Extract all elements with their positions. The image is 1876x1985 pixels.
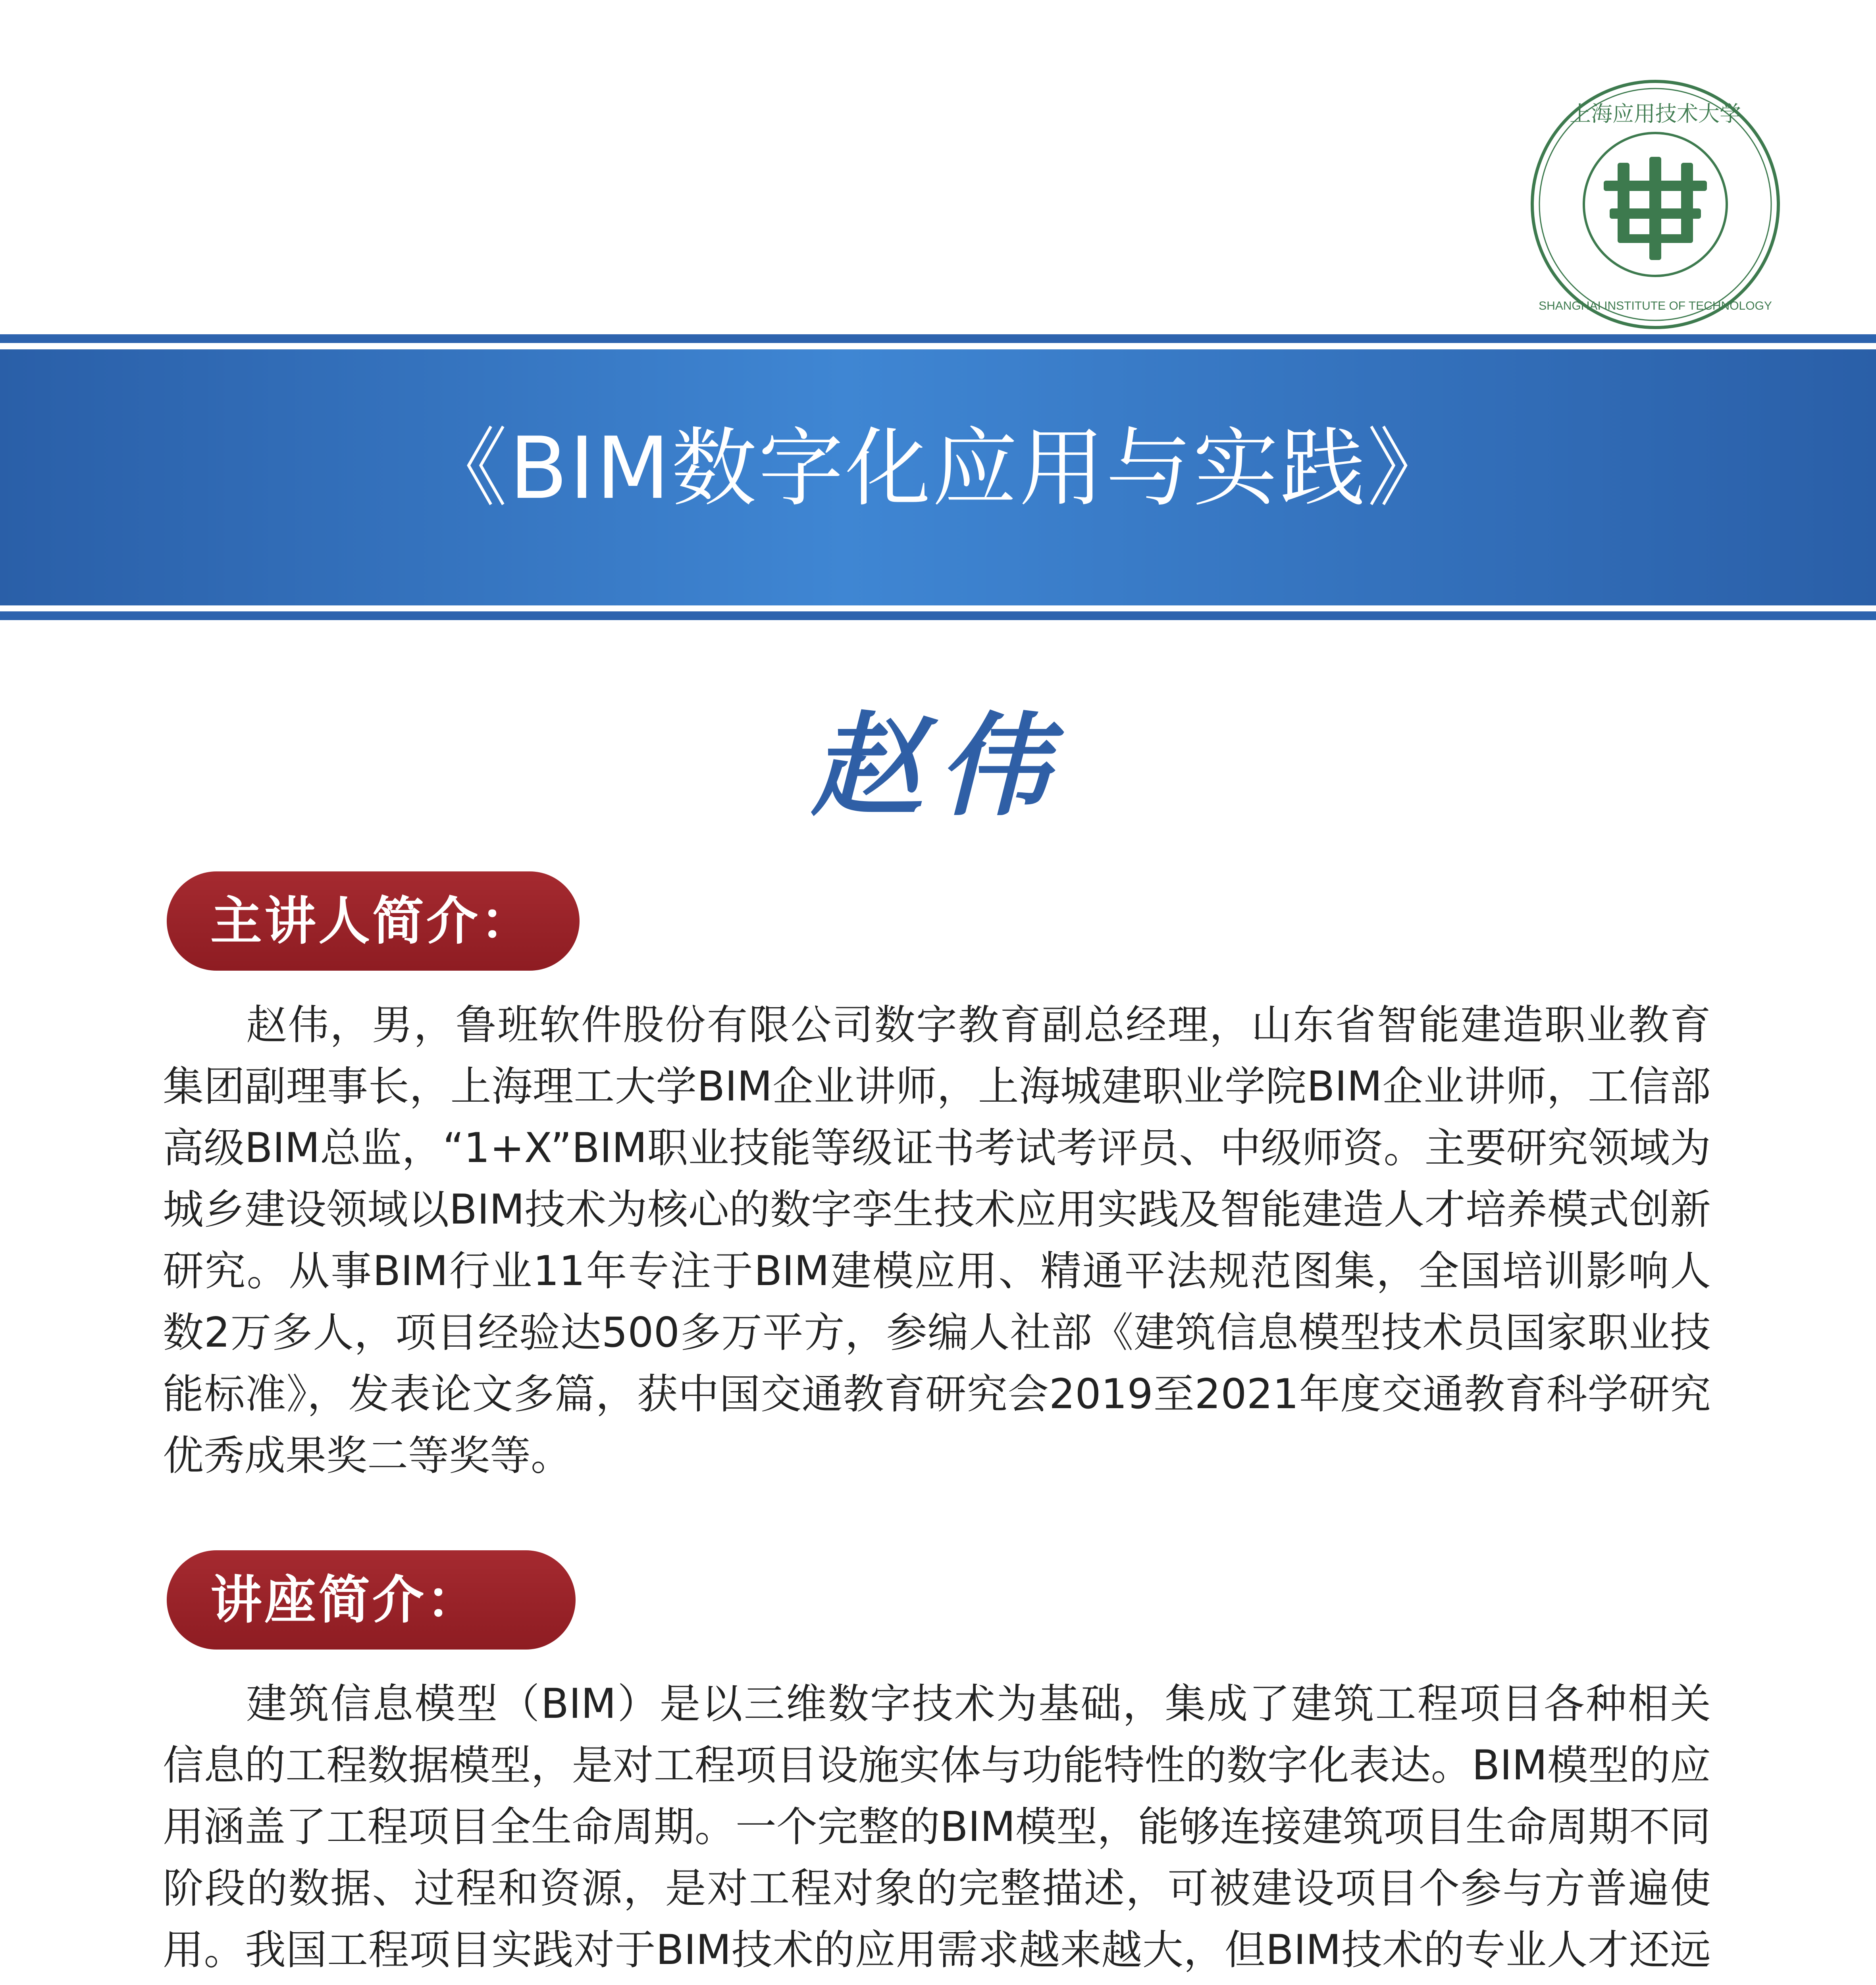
logo-chinese-text: 上海应用技术大学 <box>1570 101 1741 126</box>
lecture-description <box>163 1673 1711 1985</box>
lecture-title: 《BIM数字化应用与实践》 <box>422 418 1454 518</box>
speaker-intro-label: 主讲人简介： <box>167 871 580 971</box>
title-banner-underline <box>0 611 1876 620</box>
top-divider-line <box>0 334 1876 343</box>
speaker-bio-paragraph: 赵伟，男，鲁班软件股份有限公司数字教育副总经理，山东省智能建造职业教育集团副理事长，上海理工大学BIM企业讲师，上海城建职业学院BIM企业讲师，工信部高级BIM总监，“1+X”BIM职业技能等级证书考试考评员、中级师资。主要研究领域为城乡建设领域以BIM技术为核心的数字孪生技术应用实践及智能建造人才培养模式创新研究。从事BIM行业11年专注于BIM建模应用、精通平法规范图集，全国培训影响人数2万多人，项目经验达500多万平方，参编人社部《建筑信息模型技术员国家职业技能标准》，发表论文多篇，获中国交通教育研究会2019至2021年度交通教育科学研究优秀成果奖二等奖等。 <box>163 1001 1711 1480</box>
logo-english-text: SHANGHAI INSTITUTE OF TECHNOLOGY <box>1539 299 1772 312</box>
lecture-intro-label: 讲座简介： <box>167 1550 576 1650</box>
lecture-paragraph-1: 建筑信息模型（BIM）是以三维数字技术为基础，集成了建筑工程项目各种相关信息的工程数据模型，是对工程项目设施实体与功能特性的数字化表达。BIM模型的应用涵盖了工程项目全生命周期。一个完整的BIM模型，能够连接建筑项目生命周期不同阶段的数据、过程和资源，是对工程对象的完整描述，可被建设项目个参与方普遍使用。我国工程项目实践对于BIM技术的应用需求越来越大，但BIM技术的专业人才还远 <box>163 1680 1711 1974</box>
speaker-name: 赵伟 <box>811 701 1065 831</box>
university-logo <box>1528 77 1782 331</box>
